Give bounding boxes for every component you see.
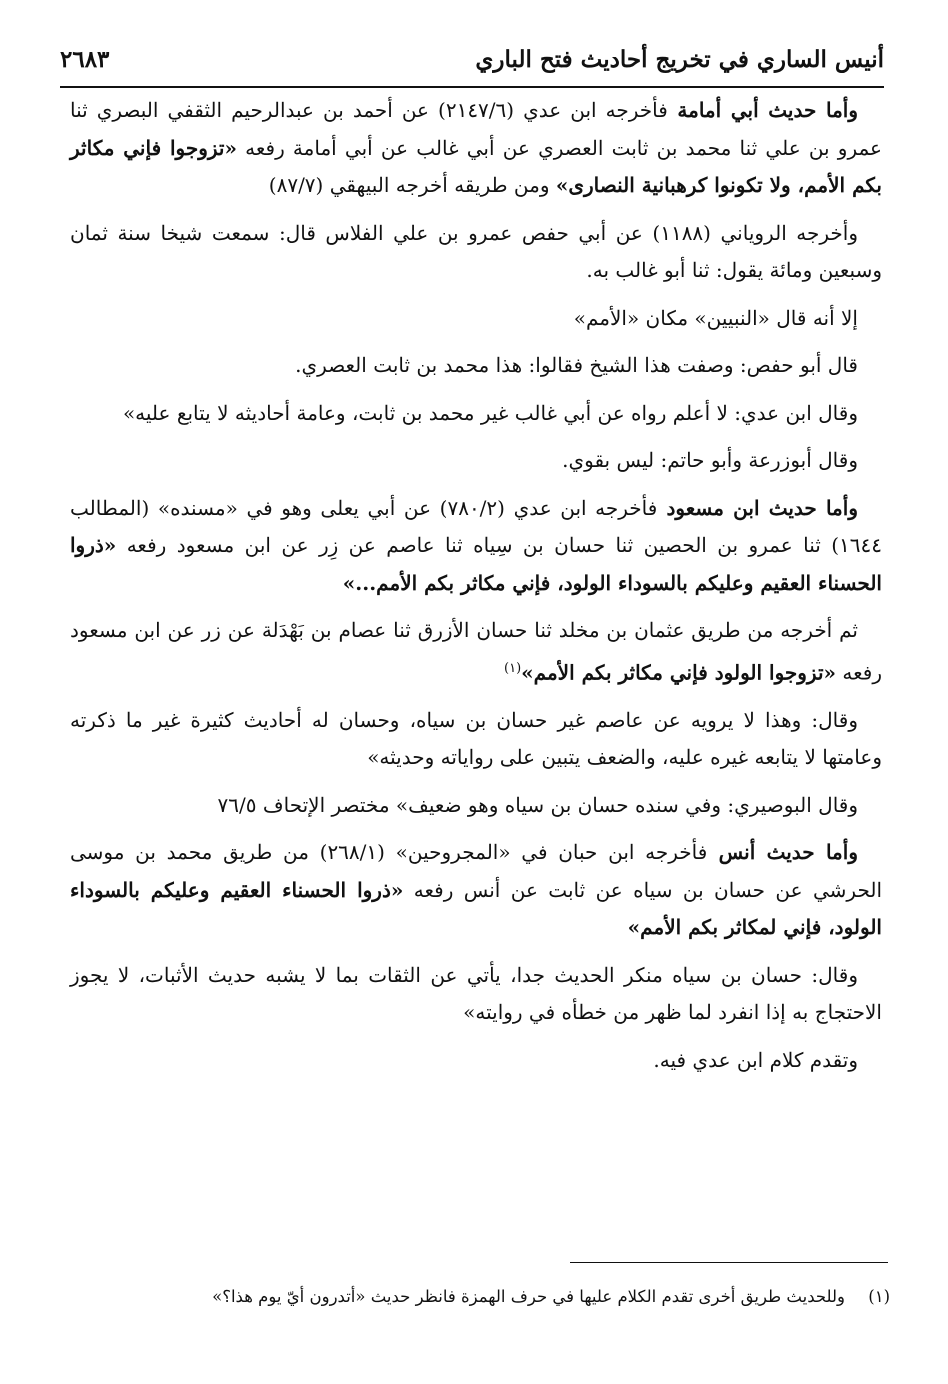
text-run: فأخرجه ابن حبان في «المجروحين» (٢٦٨/١) من طريق محمد بن موسى الحرشي عن حسان بن سياه عن ثابت عن أنس رفعه [70, 840, 883, 902]
text-run: فأخرجه ابن عدي (٢١٤٧/٦) عن أحمد بن عبدالرحيم الثقفي البصري ثنا عمرو بن علي ثنا محمد بن ثابت العصري عن أبي غالب عن أبي أمامة رفعه [70, 98, 882, 160]
paragraph [70, 957, 882, 1032]
book-title: أنيس الساري في تخريج أحاديث فتح الباري [475, 46, 884, 73]
paragraph [70, 215, 882, 290]
text-run: وقال: حسان بن سياه منكر الحديث جدا، يأتي عن الثقات بما لا يشبه حديث الأثبات، لا يجوز الاحتجاج به إذا انفرد لما ظهر من خطأه في روايته» [70, 962, 882, 1025]
paragraph [70, 834, 882, 947]
text-run: وقال: وهذا لا يرويه عن عاصم غير حسان بن سياه، وحسان له أحاديث كثيرة غير ما ذكرته وعامتها لا يتابعه غيره عليه، والضعف يتبين على رواياته وحديثه» [70, 707, 882, 770]
footnote [70, 1282, 890, 1312]
paragraph [70, 787, 882, 825]
text-run: وقال ابن عدي: لا أعلم رواه عن أبي غالب غير محمد بن ثابت، وعامة أحاديثه لا يتابع عليه» [122, 400, 858, 425]
text-run: إلا أنه قال «النبيين» مكان «الأمم» [573, 305, 858, 330]
bold-text: وأما حديث أبي أمامة [667, 98, 858, 122]
text-run: وقال أبوزرعة وأبو حاتم: ليس بقوي. [562, 448, 858, 472]
footnote-number: (١) [868, 1287, 890, 1306]
bold-text: «ذروا الحسناء العقيم وعليكم بالسوداء الولود، فإني مكاثر بكم الأمم...» [70, 533, 882, 595]
text-run: ومن طريقه أخرجه البيهقي (٨٧/٧) [268, 173, 556, 197]
paragraph [70, 612, 882, 692]
bold-text: «ذروا الحسناء العقيم وعليكم بالسوداء الولود، فإني لمكاثر بكم الأمم» [70, 877, 882, 940]
text-run: وأخرجه الروياني (١١٨٨) عن أبي حفص عمرو بن علي الفلاس قال: سمعت شيخا سنة ثمان وسبعين ومائة يقول: ثنا أبو غالب به. [70, 220, 882, 282]
bold-text: «تزوجوا فإني مكاثر بكم الأمم، ولا تكونوا كرهبانية النصارى» [70, 135, 882, 197]
bold-text: وأما حديث ابن مسعود [657, 495, 858, 520]
footnote-separator [570, 1262, 888, 1263]
paragraph [70, 300, 882, 338]
paragraph [70, 347, 882, 385]
paragraph [70, 92, 882, 205]
footnote-ref: (١) [504, 660, 522, 676]
paragraph [70, 442, 882, 480]
paragraph [70, 702, 882, 777]
paragraph [70, 395, 882, 433]
bold-text: وأما حديث أنس [707, 840, 858, 865]
paragraph [70, 490, 882, 603]
text-run: فأخرجه ابن عدي (٧٨٠/٢) عن أبي يعلى وهو في «مسنده» (المطالب ١٦٤٤) ثنا عمرو بن الحصين ثنا حسان بن سِياه ثنا عاصم عن زِر عن ابن مسعود رفعه [70, 495, 882, 557]
footnote-text: وللحديث طريق أخرى تقدم الكلام عليها في حرف الهمزة فانظر حديث «أتدرون أيّ يوم هذا؟» [212, 1287, 845, 1306]
running-header [60, 40, 884, 88]
text-run: وتقدم كلام ابن عدي فيه. [653, 1047, 858, 1072]
text-run: وقال البوصيري: وفي سنده حسان بن سياه وهو ضعيف» مختصر الإتحاف ٧٦/٥ [217, 792, 858, 817]
text-run: ثم أخرجه من طريق عثمان بن مخلد ثنا حسان الأزرق ثنا عصام بن بَهْدَلة عن زر عن ابن مسعود رفعه [70, 618, 882, 685]
paragraph [70, 1042, 882, 1080]
main-text [70, 92, 882, 1089]
bold-text: «تزوجوا الولود فإني مكاثر بكم الأمم» [521, 660, 837, 685]
text-run: قال أبو حفص: وصفت هذا الشيخ فقالوا: هذا محمد بن ثابت العصري. [295, 353, 858, 377]
page-number: ٢٦٨٣ [60, 46, 110, 73]
